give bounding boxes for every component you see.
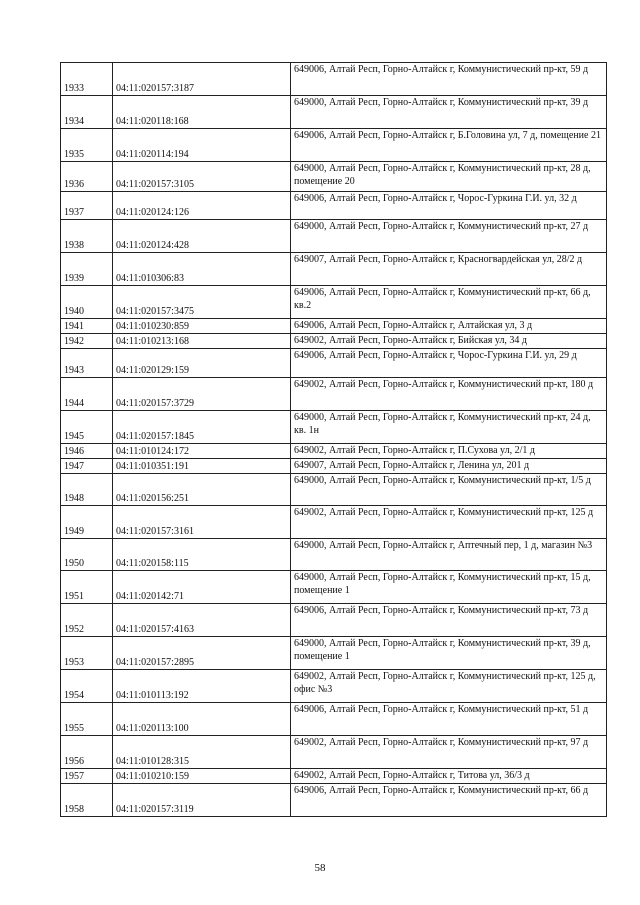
address-cell: 649006, Алтай Респ, Горно-Алтайск г, Б.Головина ул, 7 д, помещение 21 [291, 129, 607, 162]
table-row [61, 784, 607, 817]
address-cell: 649002, Алтай Респ, Горно-Алтайск г, Коммунистический пр-кт, 125 д, офис №3 [291, 670, 607, 703]
address-cell: 649002, Алтай Респ, Горно-Алтайск г, Коммунистический пр-кт, 97 д [291, 736, 607, 769]
row-number: 1958 [61, 784, 113, 817]
cadastral-number: 04:11:020124:126 [113, 192, 291, 220]
table-row [61, 736, 607, 769]
cadastral-number: 04:11:010306:83 [113, 253, 291, 286]
row-number: 1942 [61, 334, 113, 349]
address-cell: 649000, Алтай Респ, Горно-Алтайск г, Коммунистический пр-кт, 24 д, кв. 1н [291, 411, 607, 444]
table-row [61, 474, 607, 506]
row-number: 1933 [61, 63, 113, 96]
cadastral-number: 04:11:020157:2895 [113, 637, 291, 670]
address-cell: 649000, Алтай Респ, Горно-Алтайск г, Коммунистический пр-кт, 28 д, помещение 20 [291, 162, 607, 192]
address-cell: 649000, Алтай Респ, Горно-Алтайск г, Коммунистический пр-кт, 39 д [291, 96, 607, 129]
table-row [61, 670, 607, 703]
cadastral-number: 04:11:020157:1845 [113, 411, 291, 444]
table-row [61, 63, 607, 96]
cadastral-number: 04:11:010213:168 [113, 334, 291, 349]
table-row [61, 286, 607, 319]
row-number: 1954 [61, 670, 113, 703]
address-cell: 649000, Алтай Респ, Горно-Алтайск г, Коммунистический пр-кт, 1/5 д [291, 474, 607, 506]
row-number: 1937 [61, 192, 113, 220]
cadastral-number: 04:11:020157:3187 [113, 63, 291, 96]
table-row [61, 539, 607, 571]
row-number: 1944 [61, 378, 113, 411]
row-number: 1952 [61, 604, 113, 637]
table-row [61, 220, 607, 253]
row-number: 1947 [61, 459, 113, 474]
table-row [61, 459, 607, 474]
row-number: 1941 [61, 319, 113, 334]
table-row [61, 129, 607, 162]
address-cell: 649006, Алтай Респ, Горно-Алтайск г, Коммунистический пр-кт, 73 д [291, 604, 607, 637]
row-number: 1953 [61, 637, 113, 670]
cadastral-number: 04:11:020129:159 [113, 349, 291, 378]
table-row [61, 411, 607, 444]
cadastral-number: 04:11:020113:100 [113, 703, 291, 736]
address-cell: 649002, Алтай Респ, Горно-Алтайск г, Титова ул, 36/3 д [291, 769, 607, 784]
row-number: 1939 [61, 253, 113, 286]
address-cell: 649000, Алтай Респ, Горно-Алтайск г, Коммунистический пр-кт, 15 д, помещение 1 [291, 571, 607, 604]
address-cell: 649006, Алтай Респ, Горно-Алтайск г, Чорос-Гуркина Г.И. ул, 32 д [291, 192, 607, 220]
table-row [61, 506, 607, 539]
row-number: 1935 [61, 129, 113, 162]
table-row [61, 637, 607, 670]
cadastral-number: 04:11:020158:115 [113, 539, 291, 571]
registry-table [60, 62, 607, 817]
table-row [61, 334, 607, 349]
address-cell: 649007, Алтай Респ, Горно-Алтайск г, Красногвардейская ул, 28/2 д [291, 253, 607, 286]
address-cell: 649002, Алтай Респ, Горно-Алтайск г, Коммунистический пр-кт, 125 д [291, 506, 607, 539]
address-cell: 649006, Алтай Респ, Горно-Алтайск г, Коммунистический пр-кт, 66 д, кв.2 [291, 286, 607, 319]
address-cell: 649000, Алтай Респ, Горно-Алтайск г, Аптечный пер, 1 д, магазин №3 [291, 539, 607, 571]
address-cell: 649006, Алтай Респ, Горно-Алтайск г, Коммунистический пр-кт, 59 д [291, 63, 607, 96]
table-row [61, 162, 607, 192]
address-cell: 649006, Алтай Респ, Горно-Алтайск г, Коммунистический пр-кт, 51 д [291, 703, 607, 736]
table-row [61, 378, 607, 411]
row-number: 1945 [61, 411, 113, 444]
page-number: 58 [314, 862, 326, 874]
row-number: 1951 [61, 571, 113, 604]
cadastral-number: 04:11:020118:168 [113, 96, 291, 129]
row-number: 1943 [61, 349, 113, 378]
cadastral-number: 04:11:020142:71 [113, 571, 291, 604]
address-cell: 649002, Алтай Респ, Горно-Алтайск г, П.Сухова ул, 2/1 д [291, 444, 607, 459]
address-cell: 649007, Алтай Респ, Горно-Алтайск г, Ленина ул, 201 д [291, 459, 607, 474]
cadastral-number: 04:11:020156:251 [113, 474, 291, 506]
cadastral-number: 04:11:020157:3729 [113, 378, 291, 411]
row-number: 1949 [61, 506, 113, 539]
cadastral-number: 04:11:010210:159 [113, 769, 291, 784]
cadastral-number: 04:11:010113:192 [113, 670, 291, 703]
cadastral-number: 04:11:020157:3105 [113, 162, 291, 192]
table-row [61, 444, 607, 459]
address-cell: 649006, Алтай Респ, Горно-Алтайск г, Чорос-Гуркина Г.И. ул, 29 д [291, 349, 607, 378]
table-row [61, 703, 607, 736]
table-row [61, 349, 607, 378]
row-number: 1946 [61, 444, 113, 459]
row-number: 1950 [61, 539, 113, 571]
row-number: 1940 [61, 286, 113, 319]
table-row [61, 192, 607, 220]
row-number: 1934 [61, 96, 113, 129]
cadastral-number: 04:11:020157:3119 [113, 784, 291, 817]
cadastral-number: 04:11:010351:191 [113, 459, 291, 474]
table-row [61, 253, 607, 286]
row-number: 1936 [61, 162, 113, 192]
row-number: 1938 [61, 220, 113, 253]
cadastral-number: 04:11:010128:315 [113, 736, 291, 769]
address-cell: 649000, Алтай Респ, Горно-Алтайск г, Коммунистический пр-кт, 39 д, помещение 1 [291, 637, 607, 670]
cadastral-number: 04:11:020114:194 [113, 129, 291, 162]
address-cell: 649002, Алтай Респ, Горно-Алтайск г, Бийская ул, 34 д [291, 334, 607, 349]
table-row [61, 769, 607, 784]
cadastral-number: 04:11:020157:3161 [113, 506, 291, 539]
cadastral-number: 04:11:020157:4163 [113, 604, 291, 637]
row-number: 1948 [61, 474, 113, 506]
table-row [61, 571, 607, 604]
address-cell: 649006, Алтай Респ, Горно-Алтайск г, Алтайская ул, 3 д [291, 319, 607, 334]
address-cell: 649000, Алтай Респ, Горно-Алтайск г, Коммунистический пр-кт, 27 д [291, 220, 607, 253]
address-cell: 649002, Алтай Респ, Горно-Алтайск г, Коммунистический пр-кт, 180 д [291, 378, 607, 411]
table-row [61, 319, 607, 334]
row-number: 1957 [61, 769, 113, 784]
cadastral-number: 04:11:010230:859 [113, 319, 291, 334]
cadastral-number: 04:11:020124:428 [113, 220, 291, 253]
row-number: 1955 [61, 703, 113, 736]
cadastral-number: 04:11:010124:172 [113, 444, 291, 459]
table-row [61, 604, 607, 637]
table-row [61, 96, 607, 129]
address-cell: 649006, Алтай Респ, Горно-Алтайск г, Коммунистический пр-кт, 66 д [291, 784, 607, 817]
row-number: 1956 [61, 736, 113, 769]
cadastral-number: 04:11:020157:3475 [113, 286, 291, 319]
